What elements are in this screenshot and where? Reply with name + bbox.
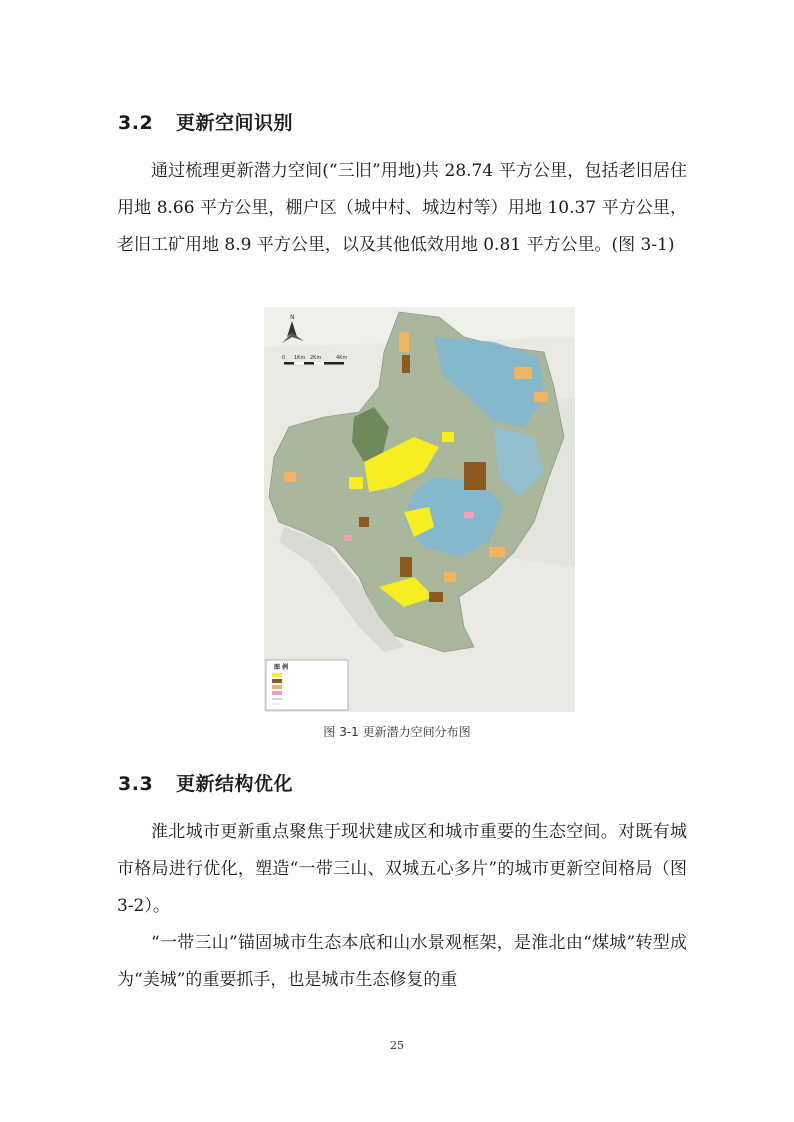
yellow-parcel <box>349 477 363 489</box>
legend-swatch <box>272 685 282 689</box>
paragraph-text: 淮北城市更新重点聚焦于现状建成区和城市重要的生态空间。对既有城市格局进行优化，塑造“一带三山、双城五心多片”的城市更新空间格局（图 3-2）。 <box>117 822 687 916</box>
orange-parcel <box>444 572 456 582</box>
figure-caption: 图 3-1 更新潜力空间分布图 <box>323 725 471 739</box>
legend-title: 图 例 <box>274 664 289 671</box>
scale-label: 4Km <box>336 355 348 361</box>
orange-parcel <box>514 367 532 379</box>
orange-parcel <box>534 392 548 402</box>
legend-swatch <box>272 691 282 695</box>
brown-parcel <box>429 592 443 602</box>
brown-parcel <box>359 517 369 527</box>
section-heading-3-2 <box>118 108 293 135</box>
pink-parcel <box>464 512 474 518</box>
brown-parcel <box>400 557 412 577</box>
scale-label: 2Km <box>310 355 322 361</box>
orange-parcel <box>489 547 505 557</box>
legend-swatch <box>272 679 282 683</box>
page-number: 25 <box>390 1039 404 1052</box>
scale-label: 0 <box>282 355 286 361</box>
section-title: 更新空间识别 <box>176 112 294 134</box>
section-number: 3.3 <box>118 773 154 795</box>
paragraph-text: “一带三山”锚固城市生态本底和山水景观框架，是淮北由“煤城”转型成为“美城”的重要抓手，也是城市生态修复的重 <box>117 933 687 990</box>
paragraph-text: 通过梳理更新潜力空间(“三旧”用地)共 28.74 平方公里，包括老旧居住用地 8.66 平方公里，棚户区（城中村、城边村等）用地 10.37 平方公里，老旧工矿用地 8.9 平方公里，以及其他低效用地 0.81 平方公里。(图 3-1) <box>117 161 687 255</box>
brown-parcel <box>464 462 486 490</box>
map-legend <box>266 660 348 710</box>
yellow-parcel <box>442 432 454 442</box>
renewal-potential-map <box>264 307 575 712</box>
legend-swatch <box>272 673 282 677</box>
body-paragraph <box>117 153 687 264</box>
section-title: 更新结构优化 <box>176 773 294 795</box>
body-paragraph <box>117 814 687 999</box>
orange-parcel <box>284 472 296 482</box>
orange-parcel <box>399 332 409 352</box>
pink-parcel <box>344 535 352 541</box>
section-heading-3-3 <box>118 769 293 796</box>
scale-label: 1Km <box>294 355 306 361</box>
section-number: 3.2 <box>118 112 154 134</box>
north-label: N <box>290 314 295 321</box>
brown-parcel <box>402 355 410 373</box>
